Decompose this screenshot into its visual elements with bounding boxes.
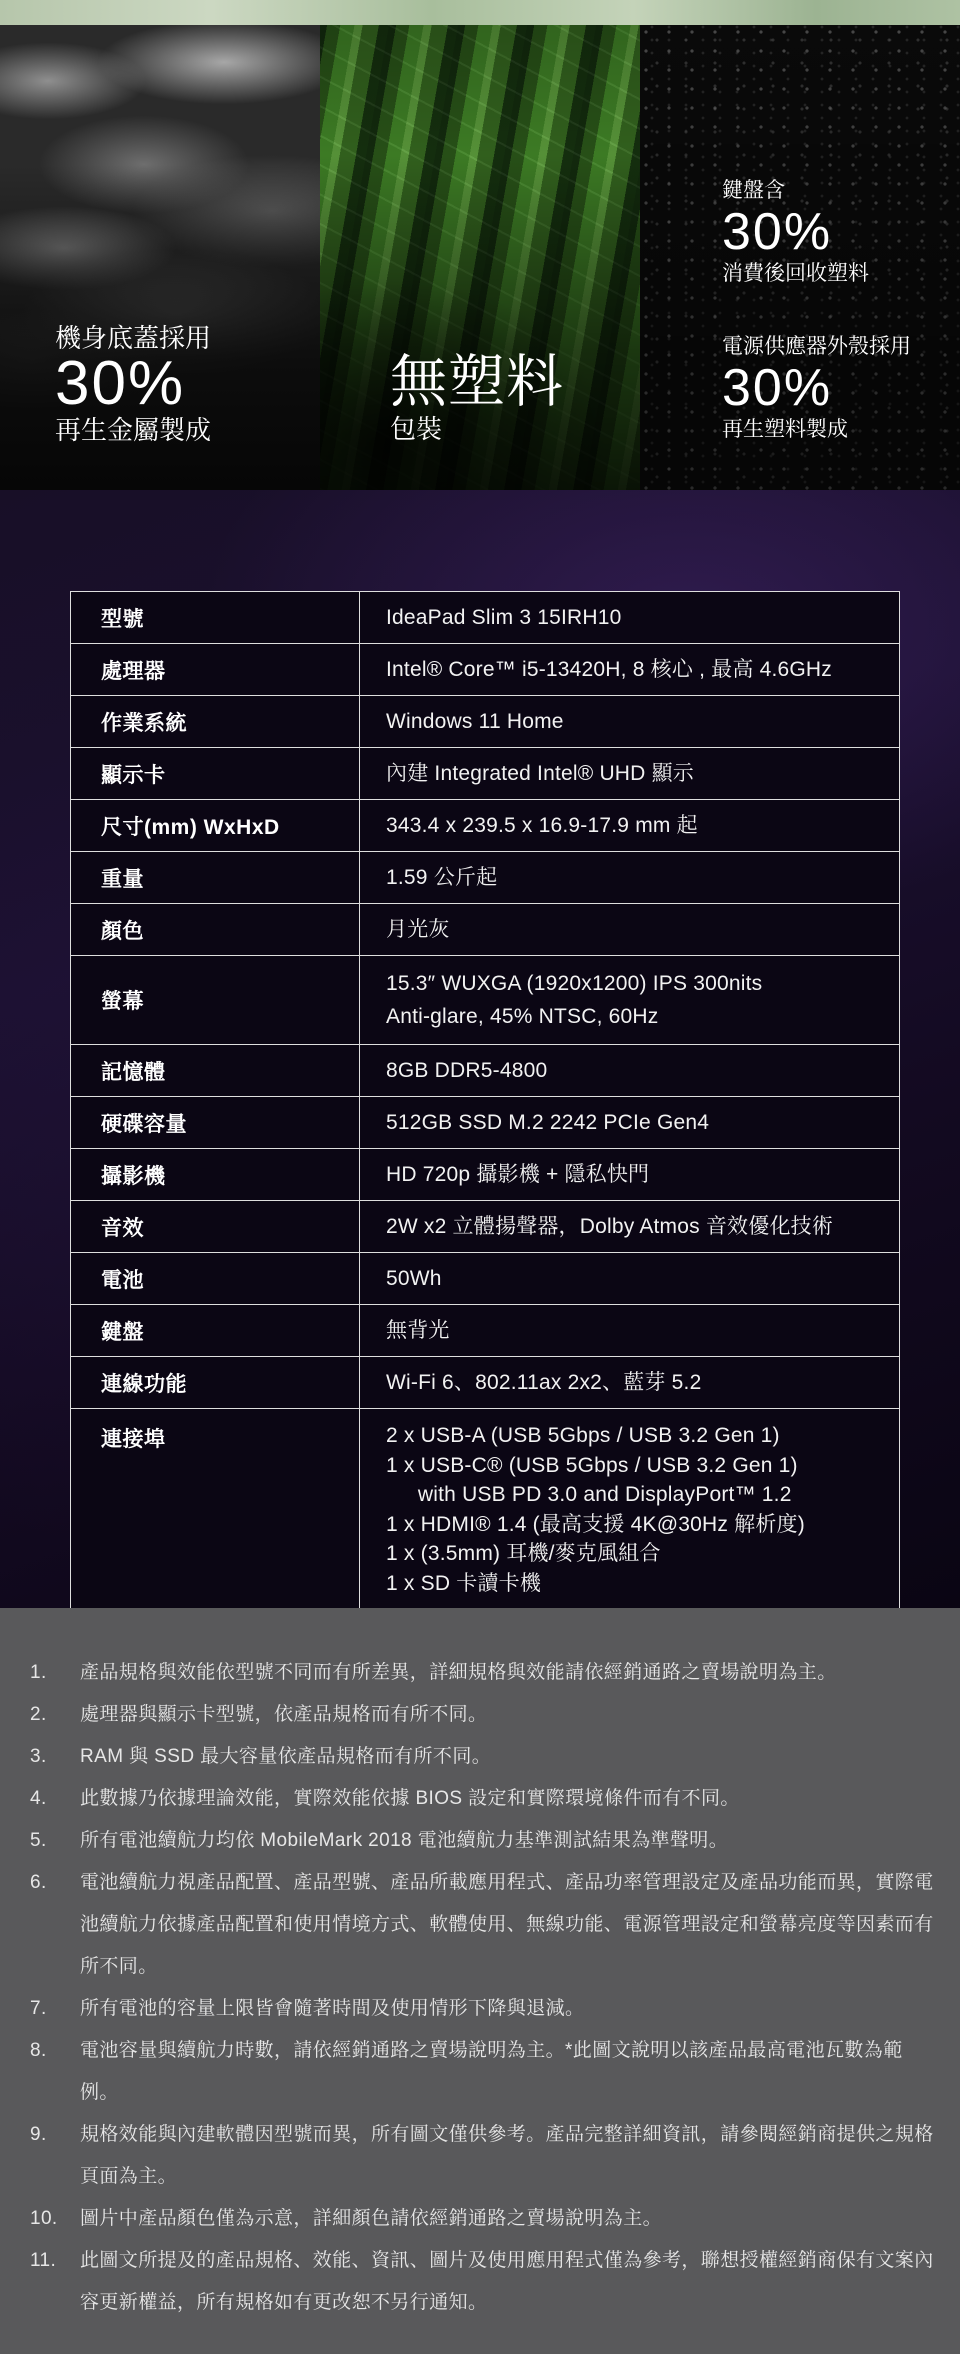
spec-value-line: 1 x SD 卡讀卡機 [386,1571,542,1595]
spec-label: 處理器 [71,644,360,696]
spec-value [360,1045,900,1097]
disclaimer-note [30,2114,936,2198]
note-number: 8. [30,2040,47,2061]
spec-table [70,591,900,1621]
spec-label: 音效 [71,1201,360,1253]
spec-value [360,1149,900,1201]
claim-adapter-recycled [722,333,911,443]
disclaimer-note [30,1694,936,1736]
sustainability-panels [0,25,960,490]
disclaimer-notes-section [0,1608,960,2354]
spec-value [360,592,900,644]
spec-value-line: with USB PD 3.0 and DisplayPort™ 1.2 [386,1483,792,1506]
claim-heading: 電源供應器外殼採用 [722,335,911,358]
disclaimer-note [30,2030,936,2114]
spec-label: 連接埠 [71,1409,360,1621]
spec-value-line: 月光灰 [386,918,450,941]
spec-value-line: 50Wh [386,1267,442,1290]
disclaimer-notes-list [30,1652,936,2324]
spec-value [360,1409,900,1621]
disclaimer-note [30,1778,936,1820]
note-number: 7. [30,1998,47,2019]
note-text: 處理器與顯示卡型號，依產品規格而有所不同。 [80,1704,488,1725]
note-text: 此數據乃依據理論效能，實際效能依據 BIOS 設定和實際環境條件而有不同。 [80,1788,740,1809]
spec-row [71,592,900,644]
claim-keyboard-recycled [722,177,869,287]
spec-value-line: Wi-Fi 6、802.11ax 2x2、藍芽 5.2 [386,1371,702,1394]
spec-value-line: 1 x USB-C® (USB 5Gbps / USB 3.2 Gen 1) [386,1453,798,1477]
spec-value-line: 1 x (3.5mm) 耳機/麥克風組合 [386,1542,661,1565]
spec-value-line: 1 x HDMI® 1.4 (最高支援 4K@30Hz 解析度) [386,1512,805,1536]
spec-row [71,1045,900,1097]
forest-aerial-strip-image [0,0,960,25]
claim-percentage: 30% [722,359,833,417]
spec-value [360,748,900,800]
spec-value [360,1097,900,1149]
spec-value [360,1253,900,1305]
spec-label: 連線功能 [71,1357,360,1409]
spec-value-line: Windows 11 Home [386,710,564,733]
claim-heading: 鍵盤含 [722,179,785,202]
note-text: 此圖文所提及的產品規格、效能、資訊、圖片及使用應用程式僅為參考，聯想授權經銷商保有文案內容更新權益，所有規格如有更改恕不另行通知。 [80,2250,934,2313]
claim-subtext: 再生金屬製成 [55,415,212,445]
spec-label: 作業系統 [71,696,360,748]
spec-row [71,852,900,904]
claim-subtext: 再生塑料製成 [722,418,848,441]
claim-subtext: 包裝 [390,414,443,444]
spec-row [71,904,900,956]
spec-row [71,956,900,1045]
claim-percentage: 30% [55,349,186,418]
spec-value-line: 512GB SSD M.2 2242 PCIe Gen4 [386,1111,710,1134]
note-number: 4. [30,1788,47,1809]
disclaimer-note [30,1988,936,2030]
note-text: 電池續航力視產品配置、產品型號、產品所載應用程式、產品功率管理設定及產品功能而異，實際電池續航力依據產品配置和使用情境方式、軟體使用、無線功能、電源管理設定和螢幕亮度等因素而有所不同。 [80,1872,934,1977]
spec-row [71,696,900,748]
note-number: 2. [30,1704,47,1725]
spec-value-line: 2W x2 立體揚聲器，Dolby Atmos 音效優化技術 [386,1215,834,1238]
spec-value-line: Anti-glare, 45% NTSC, 60Hz [386,1005,659,1028]
spec-table-body [71,592,900,1621]
note-number: 6. [30,1872,47,1893]
spec-label: 電池 [71,1253,360,1305]
spec-label: 尺寸(mm) WxHxD [71,800,360,852]
spec-label: 硬碟容量 [71,1097,360,1149]
note-text: 規格效能與內建軟體因型號而異，所有圖文僅供參考。產品完整詳細資訊，請參閱經銷商提供之規格頁面為主。 [80,2124,934,2187]
spec-label: 顏色 [71,904,360,956]
spec-value-line: 8GB DDR5-4800 [386,1059,548,1082]
spec-label: 記憶體 [71,1045,360,1097]
note-text: 產品規格與效能依型號不同而有所差異，詳細規格與效能請依經銷通路之賣場說明為主。 [80,1662,837,1683]
spec-value-line: 無背光 [386,1319,450,1342]
claim-heading: 機身底蓋採用 [55,323,212,353]
note-number: 10. [30,2208,58,2229]
spec-value-line: 2 x USB-A (USB 5Gbps / USB 3.2 Gen 1) [386,1424,780,1447]
disclaimer-note [30,2198,936,2240]
spec-label: 重量 [71,852,360,904]
disclaimer-note [30,2240,936,2324]
claim-percentage: 30% [722,203,833,261]
spec-value-line: IdeaPad Slim 3 15IRH10 [386,606,622,629]
disclaimer-note [30,1652,936,1694]
note-text: 所有電池的容量上限皆會隨著時間及使用情形下降與退減。 [80,1998,585,2019]
spec-value [360,1201,900,1253]
claim-subtext: 消費後回收塑料 [722,262,869,285]
note-text: 所有電池續航力均依 MobileMark 2018 電池續航力基準測試結果為準聲明。 [80,1830,729,1851]
spec-value [360,1305,900,1357]
spec-row [71,644,900,696]
note-number: 5. [30,1830,47,1851]
spec-label: 型號 [71,592,360,644]
note-number: 11. [30,2250,57,2271]
spec-section [0,490,960,1608]
spec-value [360,800,900,852]
hero-banner [0,0,960,490]
spec-row [71,1305,900,1357]
disclaimer-note [30,1736,936,1778]
spec-label: 鍵盤 [71,1305,360,1357]
spec-value-line: 343.4 x 239.5 x 16.9-17.9 mm 起 [386,814,698,837]
spec-value-line: 15.3″ WUXGA (1920x1200) IPS 300nits [386,972,763,995]
disclaimer-note [30,1862,936,1988]
spec-value [360,644,900,696]
spec-value [360,852,900,904]
spec-row [71,1201,900,1253]
spec-value [360,904,900,956]
disclaimer-note [30,1820,936,1862]
spec-label: 螢幕 [71,956,360,1045]
spec-label: 攝影機 [71,1149,360,1201]
note-text: 電池容量與續航力時數，請依經銷通路之賣場說明為主。*此圖文說明以該產品最高電池瓦數為範例。 [80,2040,903,2103]
note-number: 9. [30,2124,47,2145]
spec-row [71,1357,900,1409]
spec-value-line: HD 720p 攝影機 + 隱私快門 [386,1163,650,1186]
spec-value [360,696,900,748]
spec-label: 顯示卡 [71,748,360,800]
spec-value-line: Intel® Core™ i5-13420H, 8 核心 , 最高 4.6GHz [386,658,832,681]
spec-value-line: 1.59 公斤起 [386,866,498,889]
spec-value [360,956,900,1045]
spec-row [71,1409,900,1621]
spec-row [71,1253,900,1305]
note-text: 圖片中產品顏色僅為示意，詳細顏色請依經銷通路之賣場說明為主。 [80,2208,663,2229]
claim-headline: 無塑料 [390,350,564,414]
note-text: RAM 與 SSD 最大容量依產品規格而有所不同。 [80,1746,492,1767]
claim-recycled-metal [55,323,211,445]
note-number: 1. [30,1662,47,1683]
spec-row [71,800,900,852]
spec-value [360,1357,900,1409]
claim-plastic-free-packaging [390,350,564,444]
spec-row [71,748,900,800]
spec-row [71,1097,900,1149]
spec-value-line: 內建 Integrated Intel® UHD 顯示 [386,762,694,785]
spec-row [71,1149,900,1201]
note-number: 3. [30,1746,47,1767]
